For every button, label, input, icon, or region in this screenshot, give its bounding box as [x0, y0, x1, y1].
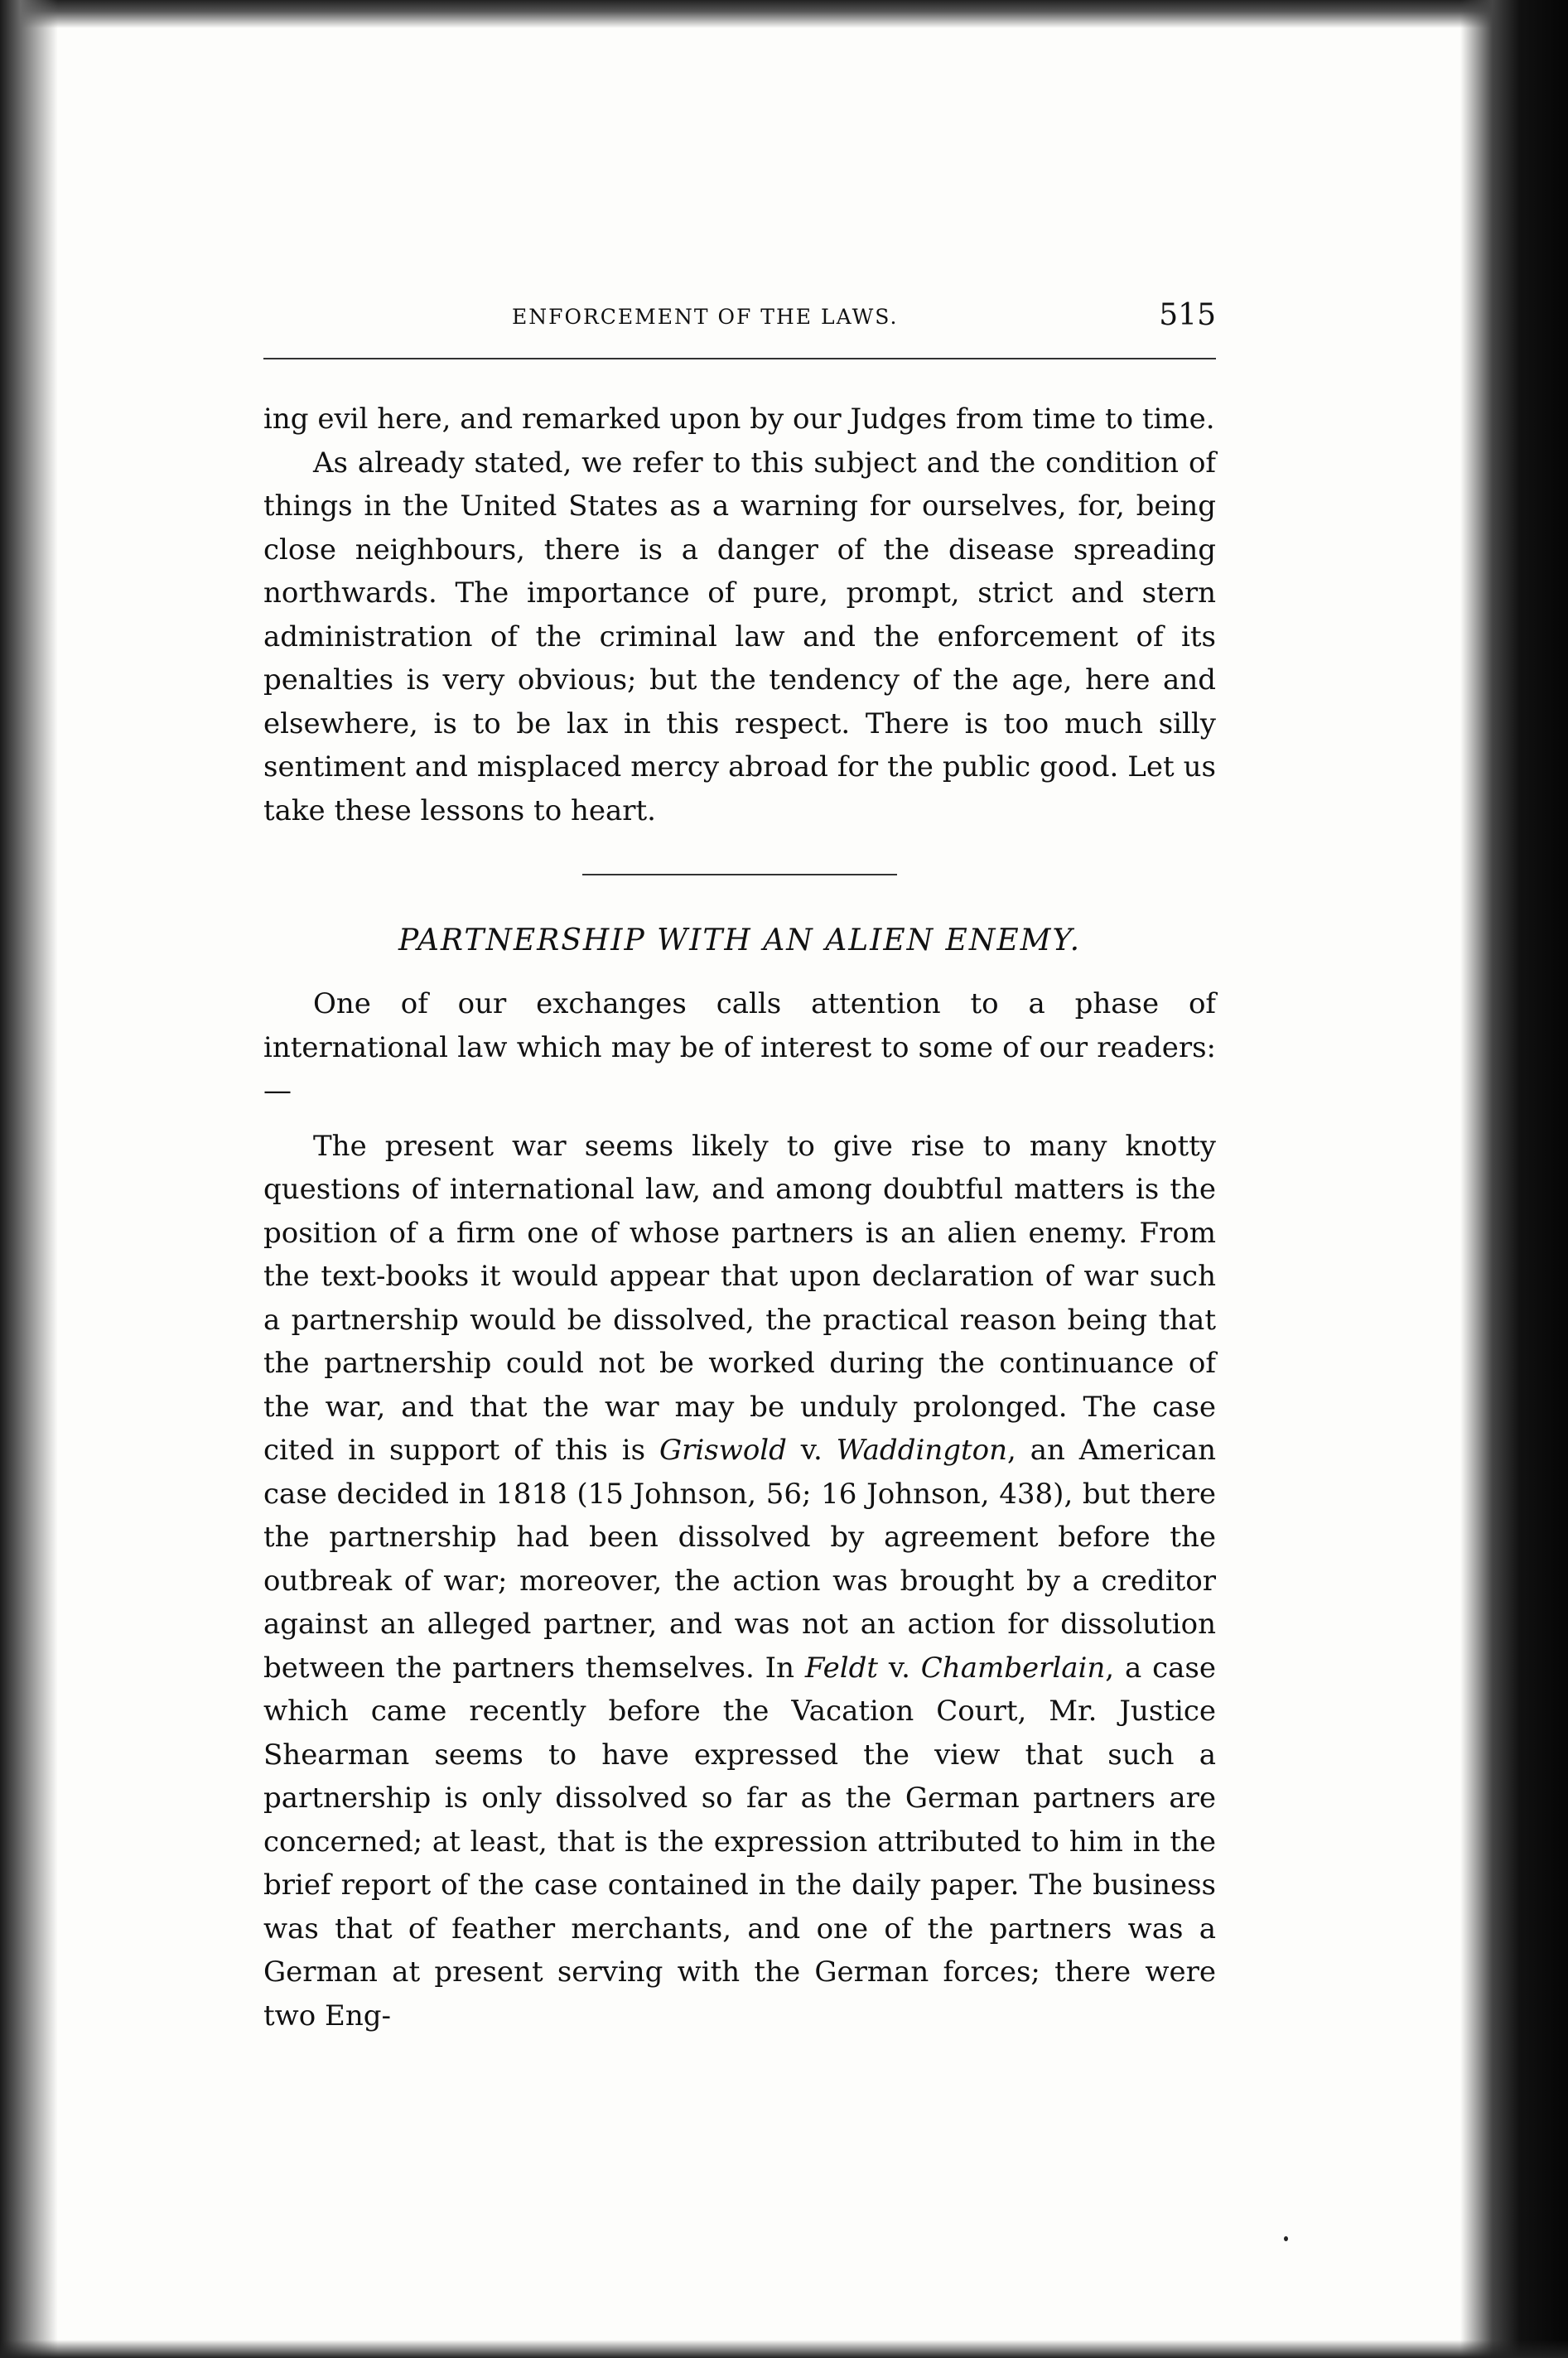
paragraph-intro: One of our exchanges calls attention to a phase of international law which may be of interest to some of our readers:— [263, 987, 1216, 1107]
scan-edge-left [0, 0, 58, 2358]
page-body [263, 398, 1216, 2037]
quotation-text-2: , an American case decided in 1818 (15 Johnson, 56; 16 Johnson, 438), but there the partnership had been dissolved by agreement before the outbreak of war; moreover, the action was brought by a creditor against an alleged partner, and was not an action for dissolution between the partners themselves. In [263, 1434, 1216, 1685]
scan-speck [1284, 2236, 1288, 2241]
quotation-text-3: , a case which came recently before the Vacation Court, Mr. Justice Shearman seems to have expressed the view that such a partnership is only dissolved so far as the German partners are concerned; at least, that is the expression attributed to him in the brief report of the case contained in the daily paper. The business was that of feather merchants, and one of the partners was a German at present serving with the German forces; there were two Eng- [263, 1651, 1216, 2033]
page-header [263, 298, 1216, 340]
section-divider [582, 874, 897, 875]
header-rule [263, 358, 1216, 359]
case-name-griswold: Griswold [659, 1434, 787, 1467]
section-title: PARTNERSHIP WITH AN ALIEN ENEMY. [398, 923, 1082, 957]
versus-2: v. [878, 1651, 921, 1685]
paragraph-spacer [263, 1113, 1216, 1125]
scan-edge-top [0, 0, 1568, 28]
case-name-chamberlain: Chamberlain [920, 1651, 1106, 1685]
scan-edge-right [1460, 0, 1568, 2358]
paragraph-warning: As already stated, we refer to this subject and the condition of things in the United States as a warning for ourselves, for, being close neighbours, there is a danger of the disease spreading northwards. The importance of pure, prompt, strict and stern administration of the criminal law and the enforcement of its penalties is very obvious; but the tendency of the age, here and elsewhere, is to be lax in this respect. There is too much silly sentiment and misplaced mercy abroad for the public good. Let us take these lessons to heart. [263, 446, 1216, 827]
paragraph-continuation: ing evil here, and remarked upon by our Judges from time to time. [263, 403, 1215, 436]
versus-1: v. [786, 1434, 837, 1467]
running-title: ENFORCEMENT OF THE LAWS. [512, 305, 899, 329]
paragraph-quotation [263, 1125, 1216, 2038]
case-name-feldt: Feldt [804, 1651, 879, 1685]
quotation-text-1: The present war seems likely to give rise to many knotty questions of international law, and among doubtful matters is the position of a firm one of whose partners is an alien enemy. From the text-books it would appear that upon declaration of war such a partnership would be dissolved, the practical reason being that the partnership could not be worked during the continuance of the war, and that the war may be unduly prolonged. The case cited in support of this is [263, 1129, 1216, 1467]
scan-edge-bottom [0, 2340, 1568, 2358]
page-number: 515 [1159, 298, 1216, 332]
case-name-waddington: Waddington [836, 1434, 1008, 1467]
